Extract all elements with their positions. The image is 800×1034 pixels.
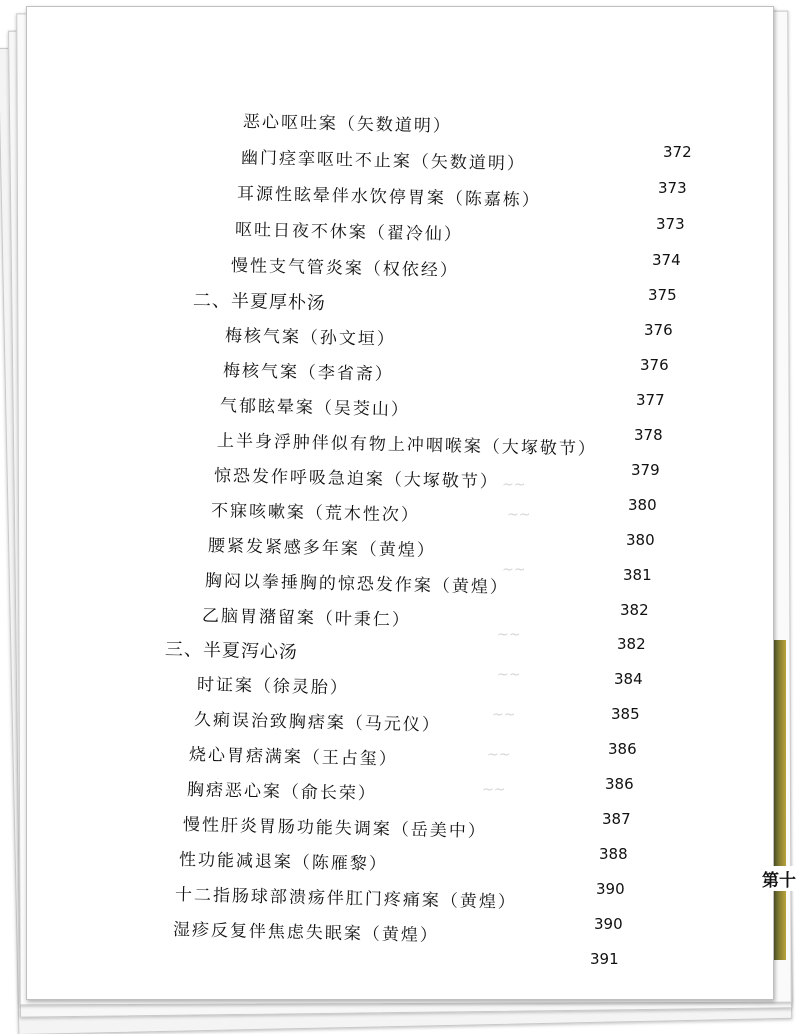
entry-title: 耳源性眩晕伴水饮停胃案（陈嘉栋） [236,184,542,211]
page-number: 380 [628,496,657,514]
entry-title: 胸痞恶心案（俞长荣） [186,780,378,805]
entry-title: 气郁眩晕案（吴茭山） [219,396,411,421]
page-number: 373 [656,215,685,233]
page-number: 387 [602,810,631,828]
toc-entry [27,215,773,246]
toc-entry [27,775,773,805]
entry-title: 烧心胃痞满案（王占玺） [188,745,399,770]
entry-title: 性功能减退案（陈雁黎） [178,850,389,875]
toc-entry [27,950,773,976]
toc-entry [27,740,773,770]
show-through-mark: ~~ [497,667,521,683]
side-chapter-label: 第十 [760,866,798,891]
page-number: 384 [614,670,643,688]
toc-entry [27,705,773,736]
entry-title: 慢性支气管炎案（权依经） [230,256,460,282]
entry-title: 腰紧发紧感多年案（黄煌） [207,536,437,562]
page-number: 375 [648,286,677,304]
page-number: 378 [634,426,663,444]
page-number: 385 [611,705,640,723]
toc-entry [27,601,773,631]
toc-entry [27,845,773,875]
show-through-mark: ~~ [502,477,526,493]
toc-entry [27,107,773,137]
page-number: 380 [626,531,655,549]
page-number: 382 [620,601,649,619]
page-number: 386 [608,740,637,758]
toc-entry [27,531,773,562]
toc-entry [27,880,773,913]
toc-section-heading [27,286,773,315]
entry-title: 慢性肝炎胃肠功能失调案（岳美中） [182,815,488,842]
page-number: 381 [623,566,652,584]
entry-title: 梅核气案（李省斋） [222,361,395,385]
page-number: 374 [652,251,681,269]
page-number: 390 [596,880,625,898]
entry-title: 胸闷以拳捶胸的惊恐发作案（黄煌） [204,571,510,598]
entry-title: 恶心呕吐案（矢数道明） [242,112,453,137]
entry-title: 湿疹反复伴焦虑失眠案（黄煌） [172,920,440,947]
toc-entry [27,391,773,421]
entry-title: 十二指肠球部溃疡伴肛门疼痛案（黄煌） [174,885,518,913]
show-through-mark: ~~ [487,747,511,763]
toc-entry [27,566,773,598]
show-through-mark: ~~ [502,562,526,578]
entry-title: 幽门痉挛呕吐不止案（矢数道明） [240,148,527,175]
toc-entry [27,251,773,282]
page-number: 372 [663,143,692,161]
show-through-mark: ~~ [492,707,516,723]
toc-entry [27,496,773,526]
page-number: 373 [658,179,687,197]
show-through-mark: ~~ [507,507,531,523]
page-number: 379 [631,461,660,479]
toc-entry [27,810,773,842]
show-through-mark: ~~ [497,627,521,643]
toc-entry [27,461,773,493]
entry-title: 久痢误治致胸痞案（马元仪） [193,710,442,736]
toc-entry [27,143,773,175]
section-title: 三、半夏泻心汤 [164,639,299,664]
page-number: 391 [590,950,619,968]
toc-entry [27,356,773,385]
entry-title: 上半身浮肿伴似有物上冲咽喉案（大塚敬节） [216,431,598,460]
toc-entry [27,179,773,211]
page-number: 386 [605,775,634,793]
page-number: 390 [594,915,623,933]
page-number: 382 [617,635,646,653]
page-number: 376 [640,356,669,374]
page-number: 388 [599,845,628,863]
toc-entry [27,321,773,350]
page-number: 376 [644,321,673,339]
entry-title: 惊恐发作呼吸急迫案（大塚敬节） [213,466,500,493]
entry-title: 乙脑胃潴留案（叶秉仁） [201,606,412,631]
toc-page [26,6,774,1000]
toc-entry [27,915,773,947]
toc-section-heading [27,635,773,664]
page-number: 377 [636,391,665,409]
entry-title: 时证案（徐灵胎） [196,675,350,699]
toc-entry [27,670,773,699]
entry-title: 呕吐日夜不休案（翟冷仙） [234,220,464,246]
entry-title: 不寐咳嗽案（荒木性次） [210,501,421,526]
entry-title: 梅核气案（孙文垣） [224,326,397,350]
toc-entry [27,426,773,460]
section-title: 二、半夏厚朴汤 [192,290,327,315]
show-through-mark: ~~ [482,782,506,798]
